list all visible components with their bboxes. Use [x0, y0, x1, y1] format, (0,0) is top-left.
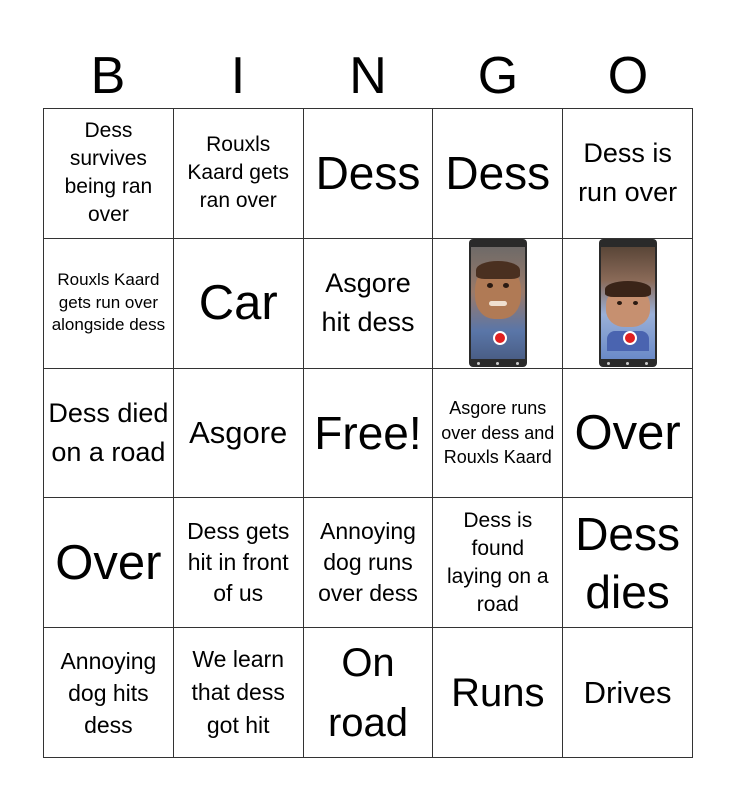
bingo-cell[interactable]: [433, 628, 563, 758]
bingo-cell[interactable]: [433, 369, 563, 499]
phone-screenshot-image: [599, 239, 657, 367]
cell-text: Rouxls Kaard gets ran over: [187, 133, 289, 213]
cell-text: We learn that dess got hit: [191, 646, 285, 739]
bingo-header: [43, 40, 693, 108]
cell-text: Dess is run over: [578, 138, 678, 208]
cell-text: Dess: [445, 147, 551, 200]
header-letter-g: G: [477, 47, 519, 105]
cell-text: Dess dies: [575, 507, 680, 618]
bingo-cell[interactable]: [44, 239, 174, 369]
bingo-cell[interactable]: [433, 109, 563, 239]
cell-text: Asgore runs over dess and Rouxls Kaard: [441, 398, 555, 468]
bingo-cell[interactable]: [174, 109, 304, 239]
bingo-cell[interactable]: [563, 369, 693, 499]
cell-text: Annoying dog hits dess: [60, 647, 157, 738]
bingo-cell[interactable]: [304, 109, 434, 239]
cell-text: On road: [327, 640, 409, 745]
bingo-board: [43, 108, 693, 758]
bingo-cell[interactable]: [174, 239, 304, 369]
bingo-cell[interactable]: [304, 498, 434, 628]
bingo-cell[interactable]: [304, 628, 434, 758]
cell-text: Dess died on a road: [48, 397, 169, 467]
header-letter-o: O: [607, 47, 649, 105]
header-letter-b: B: [90, 47, 126, 105]
bingo-cell[interactable]: [44, 369, 174, 499]
phone-screenshot-image: [469, 239, 527, 367]
cell-text: Dess gets hit in front of us: [187, 518, 290, 607]
cell-text: Over: [55, 535, 162, 590]
bingo-cell[interactable]: [44, 628, 174, 758]
bingo-cell[interactable]: [563, 109, 693, 239]
cell-text: Dess: [315, 147, 421, 200]
bingo-cell[interactable]: [174, 628, 304, 758]
bingo-cell[interactable]: [174, 498, 304, 628]
bingo-cell[interactable]: [174, 369, 304, 499]
cell-text: Drives: [583, 674, 672, 710]
bingo-cell[interactable]: [44, 498, 174, 628]
bingo-cell[interactable]: [304, 369, 434, 499]
cell-text: Over: [574, 405, 681, 460]
cell-text: Annoying dog runs over dess: [318, 518, 418, 607]
header-letter-n: N: [349, 47, 387, 105]
header-letter-i: I: [230, 47, 246, 105]
cell-text: Dess is found laying on a road: [447, 508, 549, 616]
bingo-cell[interactable]: [433, 498, 563, 628]
cell-text: Rouxls Kaard gets run over alongside dess: [51, 270, 166, 335]
bingo-cell[interactable]: [563, 239, 693, 369]
bingo-cell[interactable]: [433, 239, 563, 369]
bingo-cell[interactable]: [44, 109, 174, 239]
cell-text: Runs: [451, 670, 545, 715]
cell-text: Car: [198, 276, 278, 331]
bingo-cell[interactable]: [563, 628, 693, 758]
cell-text: Asgore: [189, 414, 288, 450]
cell-text: Dess survives being ran over: [64, 119, 153, 227]
cell-text: Free!: [314, 406, 422, 459]
bingo-cell[interactable]: [304, 239, 434, 369]
cell-text: Asgore hit dess: [321, 268, 415, 338]
bingo-cell[interactable]: [563, 498, 693, 628]
